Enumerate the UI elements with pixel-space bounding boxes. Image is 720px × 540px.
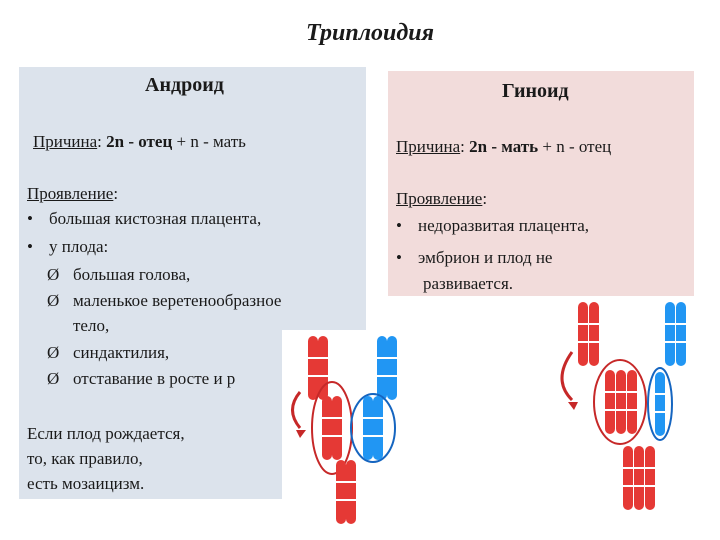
gynoid-chromosomes (562, 302, 686, 510)
android-item-0: • большая кистозная плацента, (27, 209, 262, 228)
gynoid-item-1: • эмбрион и плод не (396, 248, 553, 267)
android-note-0: Если плод рождается, (27, 424, 185, 443)
left-curve-arrow (293, 392, 301, 428)
android-subitem-0: Ø большая голова, (47, 262, 190, 287)
android-subitem-2: тело, (73, 316, 110, 335)
android-item-1: • у плода: (27, 237, 109, 256)
gynoid-manifest-label: Проявление: (396, 189, 488, 208)
android-subitem-4: Ø отставание в росте и р (47, 366, 235, 391)
android-subitem-1: Ø маленькое веретенообразное (47, 288, 281, 313)
android-chromosomes (293, 336, 398, 524)
gynoid-item-cont: развивается. (423, 274, 514, 293)
android-heading: Андроид (145, 74, 224, 96)
android-cause: Причина: 2n - отец + n - мать (33, 132, 246, 151)
arrow-bullet-icon: Ø (47, 343, 60, 362)
arrow-bullet-icon: Ø (47, 291, 60, 310)
arrow-bullet-icon: Ø (47, 369, 60, 388)
slide-title: Триплоидия (305, 20, 435, 46)
android-manifest-label: Проявление: (27, 184, 119, 203)
gynoid-heading: Гиноид (502, 80, 569, 102)
gynoid-item-0: • недоразвитая плацента, (396, 216, 590, 235)
chromosome-figure (282, 300, 720, 540)
android-note-1: то, как правило, (27, 449, 143, 468)
gynoid-cause: Причина: 2n - мать + n - отец (396, 137, 612, 156)
android-note-2: есть мозаицизм. (27, 474, 145, 493)
android-subitem-3: Ø синдактилия, (47, 340, 169, 365)
android-cause-label: Причина (33, 132, 98, 151)
arrow-bullet-icon: Ø (47, 265, 60, 284)
right-curve-arrow (562, 352, 572, 400)
